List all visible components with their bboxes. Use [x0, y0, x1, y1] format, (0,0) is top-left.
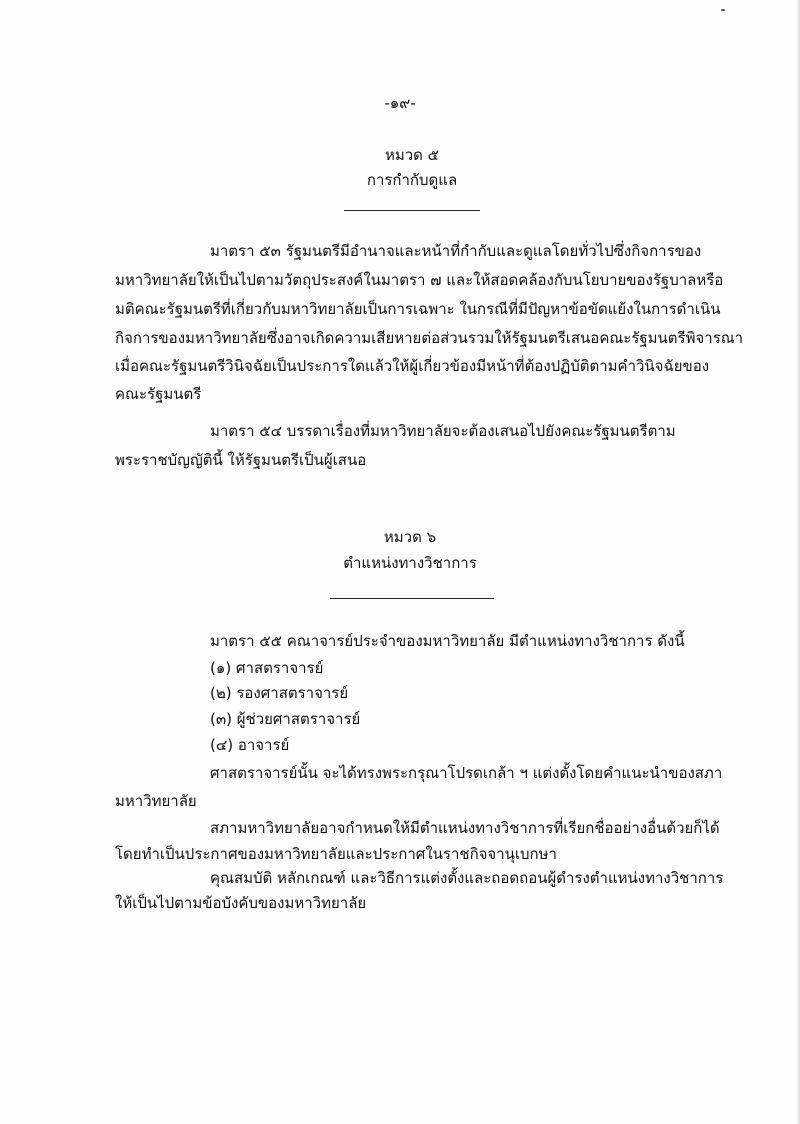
chapter5-divider	[344, 210, 480, 211]
section54-line-2: พระราชบัญญัตินี้ ให้รัฐมนตรีเป็นผู้เสนอ	[115, 451, 367, 469]
section53-line-1: มาตรา ๕๓ รัฐมนตรีมีอำนาจและหน้าที่กำกับและดูแลโดยทั่วไปซึ่งกิจการของ	[210, 242, 702, 260]
section55-item-4: (๔) อาจารย์	[210, 736, 290, 754]
section55-intro: มาตรา ๕๕ คณาจารย์ประจำของมหาวิทยาลัย มีตำแหน่งทางวิชาการ ดังนี้	[210, 632, 685, 650]
section53-line-4: กิจการของมหาวิทยาลัยซึ่งอาจเกิดความเสียหายต่อส่วนรวมให้รัฐมนตรีเสนอคณะรัฐมนตรีพิจารณา	[115, 329, 744, 347]
section55-para2-line-1: สภามหาวิทยาลัยอาจกำหนดให้มีตำแหน่งทางวิชาการที่เรียกชื่ออย่างอื่นด้วยก็ได้	[210, 819, 720, 837]
section53-line-3: มติคณะรัฐมนตรีที่เกี่ยวกับมหาวิทยาลัยเป็นการเฉพาะ ในกรณีที่มีปัญหาข้อขัดแย้งในการดำเนิน	[115, 300, 721, 318]
section55-para1-line-1: ศาสตราจารย์นั้น จะได้ทรงพระกรุณาโปรดเกล้า ฯ แต่งตั้งโดยคำแนะนำของสภา	[210, 764, 723, 782]
chapter5-title: การกำกับดูแล	[366, 171, 458, 189]
section55-item-2: (๒) รองศาสตราจารย์	[210, 684, 349, 702]
chapter6-title: ตำแหน่งทางวิชาการ	[343, 554, 477, 572]
chapter5-heading: หมวด ๕	[384, 146, 440, 164]
section55-para3-line-1: คุณสมบัติ หลักเกณฑ์ และวิธีการแต่งตั้งและถอดถอนผู้ดำรงตำแหน่งทางวิชาการ	[210, 869, 724, 887]
section55-para2-line-2: โดยทำเป็นประกาศของมหาวิทยาลัยและประกาศในราชกิจจานุเบกษา	[115, 845, 557, 863]
chapter6-heading: หมวด ๖	[383, 528, 437, 546]
section55-item-3: (๓) ผู้ช่วยศาสตราจารย์	[210, 710, 361, 728]
section53-line-2: มหาวิทยาลัยให้เป็นไปตามวัตถุประสงค์ในมาตรา ๗ และให้สอดคล้องกับนโยบายของรัฐบาลหรือ	[115, 271, 724, 289]
scan-speck	[721, 9, 725, 11]
section55-para3-line-2: ให้เป็นไปตามข้อบังคับของมหาวิทยาลัย	[115, 894, 367, 912]
page-number: -๑๙-	[384, 94, 416, 112]
section53-line-6: คณะรัฐมนตรี	[115, 385, 202, 403]
section53-line-5: เมื่อคณะรัฐมนตรีวินิจฉัยเป็นประการใดแล้วให้ผู้เกี่ยวข้องมีหน้าที่ต้องปฏิบัติตามคำวินิจฉัยของ	[115, 357, 710, 375]
section55-para1-line-2: มหาวิทยาลัย	[115, 792, 197, 810]
chapter6-divider	[330, 598, 494, 599]
section55-item-1: (๑) ศาสตราจารย์	[210, 659, 324, 677]
section54-line-1: มาตรา ๕๔ บรรดาเรื่องที่มหาวิทยาลัยจะต้องเสนอไปยังคณะรัฐมนตรีตาม	[210, 422, 676, 440]
